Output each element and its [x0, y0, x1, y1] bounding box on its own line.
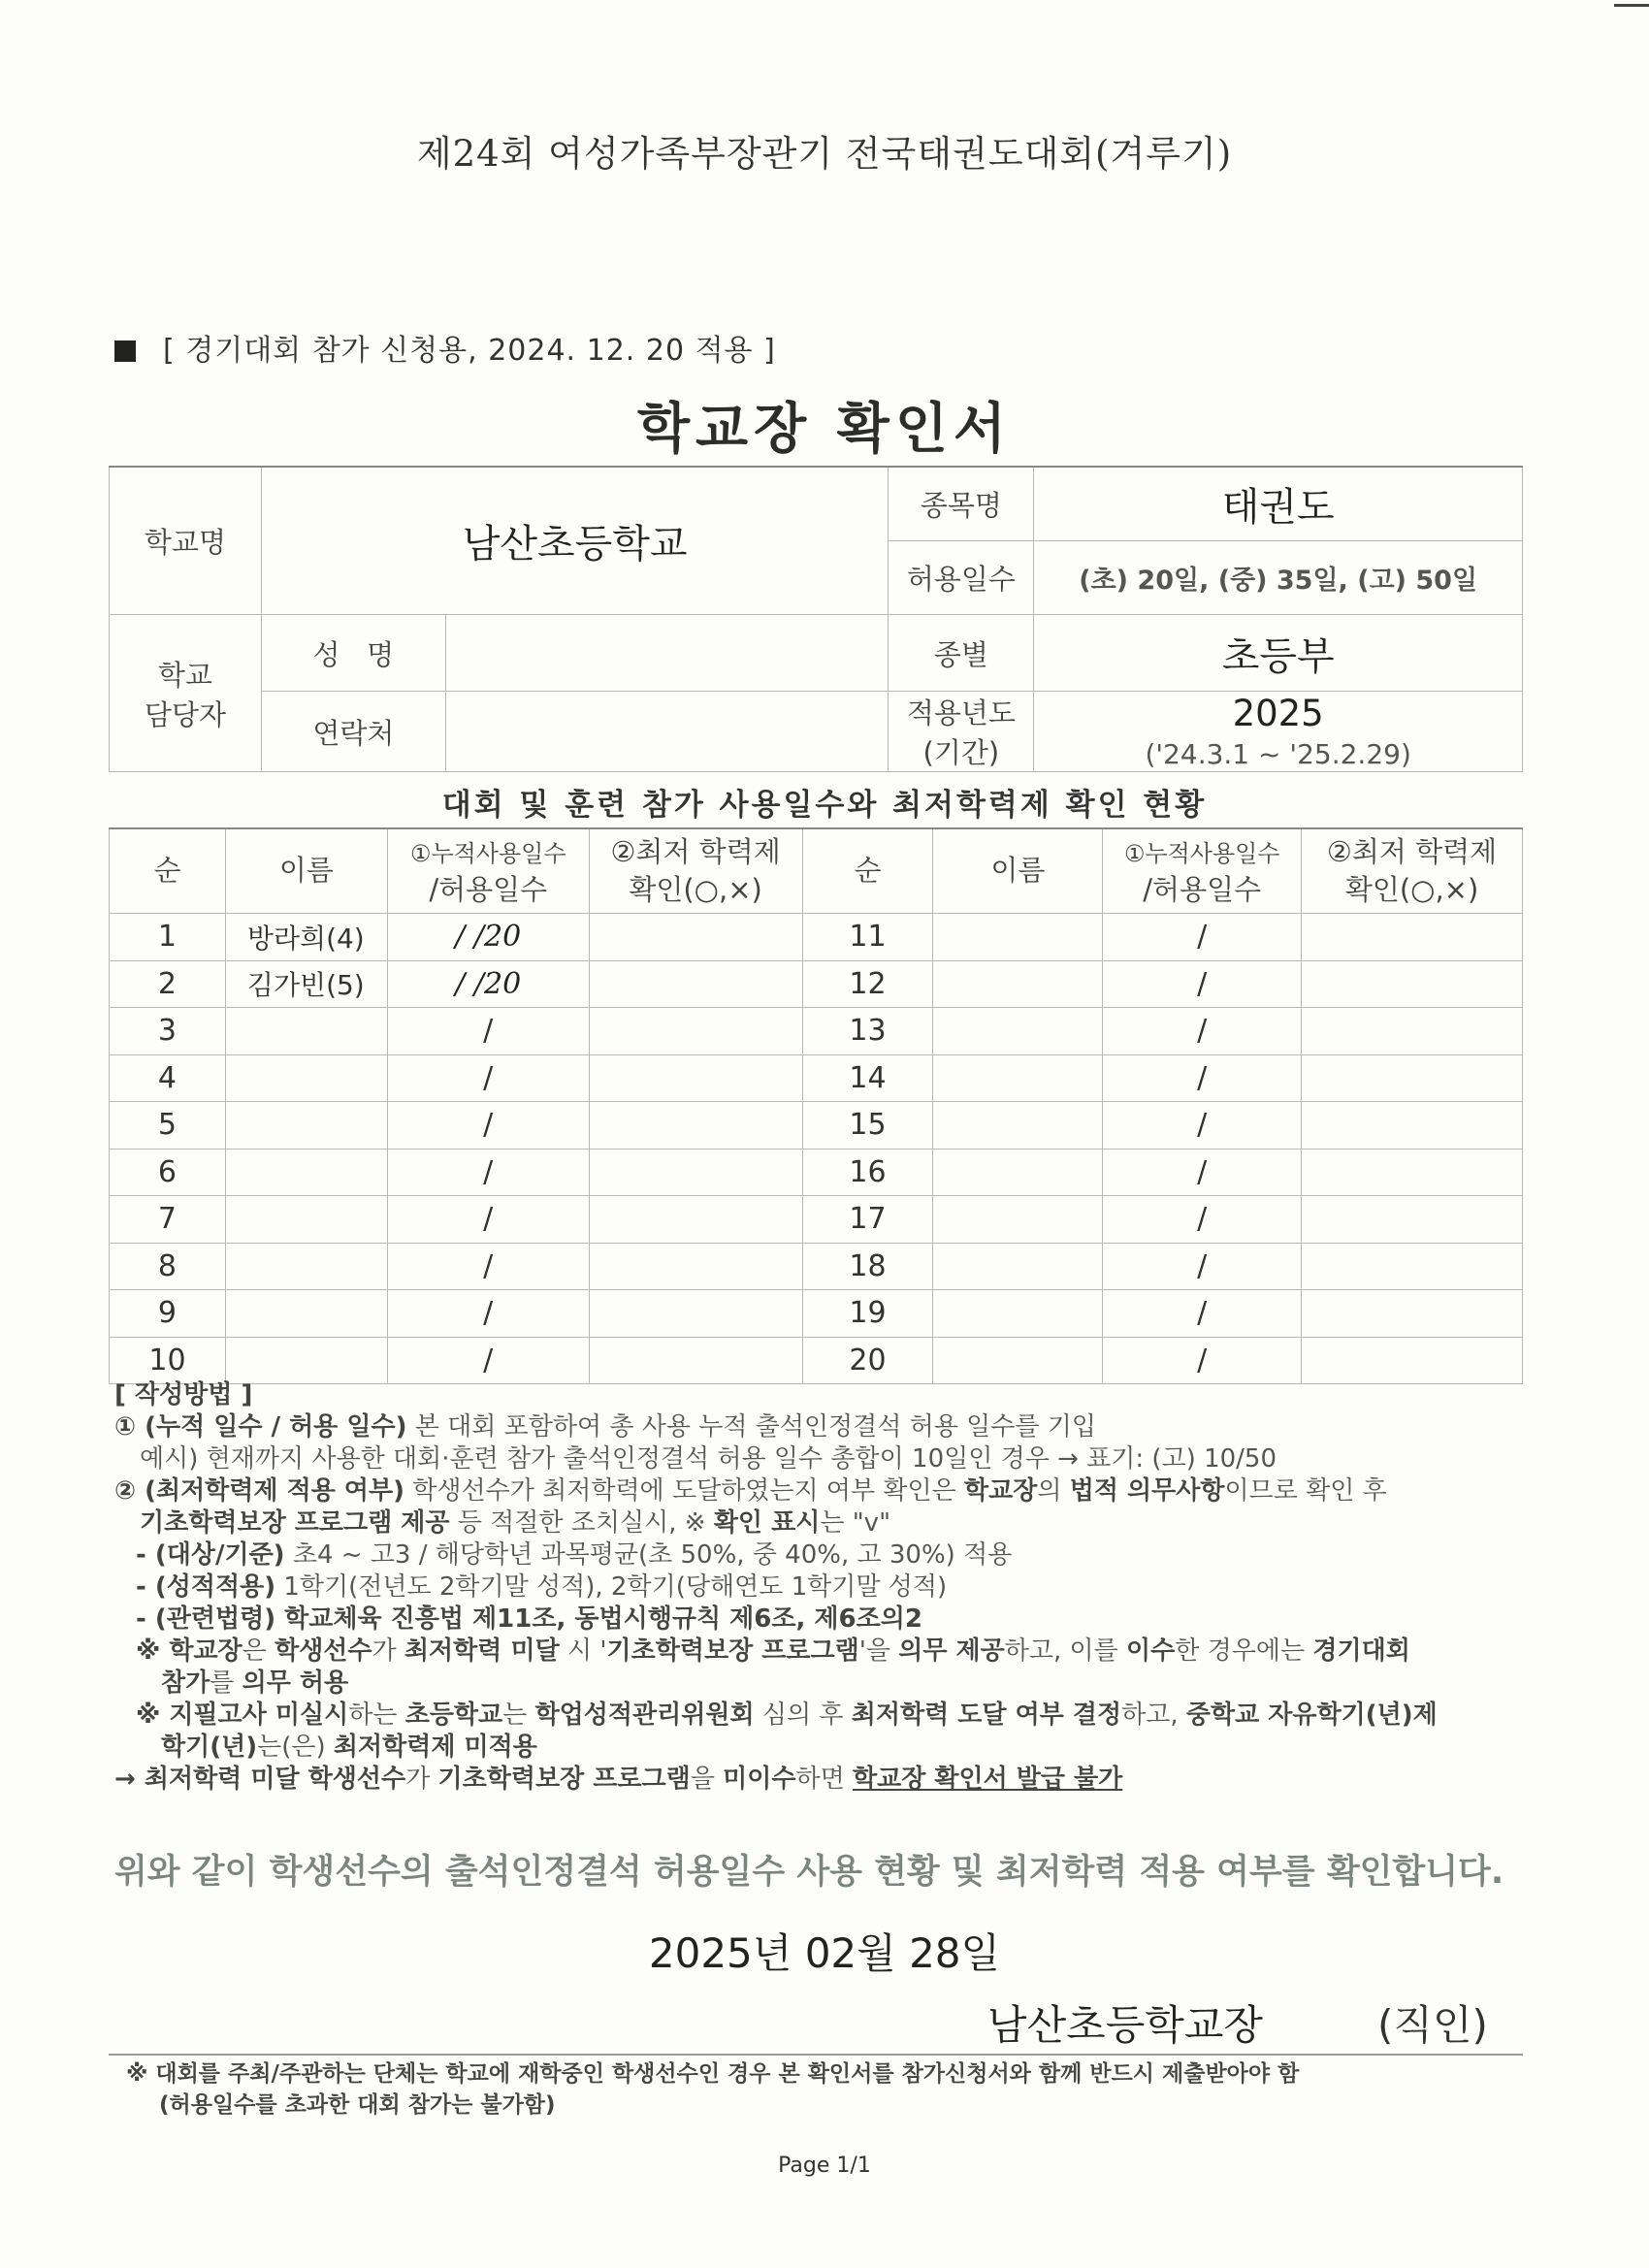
contact-person-label-line2: 담당자	[144, 697, 226, 731]
application-note-text: [ 경기대회 참가 신청용, 2024. 12. 20 적용 ]	[163, 334, 776, 368]
instruction-line-9: 참가를 의무 허용	[161, 1669, 349, 1698]
person-name-value[interactable]	[445, 615, 889, 692]
allowed-days-label: 허용일수	[889, 541, 1034, 615]
row-minimum-check[interactable]	[589, 1290, 802, 1338]
col-no-left: 순	[110, 828, 226, 914]
instruction-line-4: 기초학력보장 프로그램 제공 등 적절한 조치실시, ※ 확인 표시는 "v"	[140, 1508, 891, 1538]
row-usage: /	[1103, 1337, 1302, 1384]
row-name[interactable]	[933, 1290, 1103, 1338]
row-minimum-check[interactable]	[589, 1102, 802, 1150]
row-no: 10	[110, 1337, 226, 1384]
col-minimum-right: ②최저 학력제 확인(○,×)	[1302, 828, 1523, 914]
row-usage: /	[1103, 1196, 1302, 1244]
year-label-line1: 적용년도	[906, 697, 1016, 729]
allowed-days-value: (초) 20일, (중) 35일, (고) 50일	[1034, 541, 1523, 615]
table-row	[110, 1337, 1523, 1384]
row-name[interactable]	[933, 1149, 1103, 1196]
table-row	[110, 1102, 1523, 1150]
row-minimum-check[interactable]	[589, 1337, 802, 1384]
instructions-heading: [ 작성방법 ]	[114, 1380, 253, 1409]
row-no: 1	[110, 914, 226, 961]
row-minimum-check[interactable]	[1302, 1149, 1523, 1196]
row-name[interactable]: 방라희(4)	[225, 914, 387, 961]
row-name[interactable]	[225, 1196, 387, 1244]
row-no: 11	[802, 914, 933, 961]
year-cell	[1034, 692, 1523, 772]
row-usage: /	[387, 1149, 589, 1196]
row-usage: /	[387, 1337, 589, 1384]
row-name[interactable]	[933, 1054, 1103, 1102]
page-title: 학교장 확인서	[636, 398, 1013, 461]
instruction-line-2: 예시) 현재까지 사용한 대회·훈련 참가 출석인정결석 허용 일수 총합이 10일인 경우 → 표기: (고) 10/50	[140, 1444, 1277, 1474]
row-no: 4	[110, 1054, 226, 1102]
year-value: 2025	[1232, 693, 1324, 734]
square-bullet-icon	[114, 340, 136, 362]
row-no: 5	[110, 1102, 226, 1150]
application-note	[114, 326, 776, 369]
event-value: 태권도	[1034, 467, 1523, 541]
row-no: 17	[802, 1196, 933, 1244]
row-minimum-check[interactable]	[1302, 1337, 1523, 1384]
row-name[interactable]	[225, 1054, 387, 1102]
row-name[interactable]	[933, 1337, 1103, 1384]
row-usage: /	[387, 1054, 589, 1102]
instruction-line-1: ① (누적 일수 / 허용 일수) 본 대회 포함하여 총 사용 누적 출석인정결석 허용 일수를 기입	[114, 1412, 1097, 1442]
contact-person-label-line1: 학교	[157, 658, 212, 692]
row-no: 13	[802, 1008, 933, 1055]
official-seal-placeholder: (직인)	[1377, 2001, 1488, 2049]
row-minimum-check[interactable]	[589, 1243, 802, 1290]
event-label: 종목명	[889, 467, 1034, 541]
table-row	[110, 1196, 1523, 1244]
row-usage: /	[387, 1196, 589, 1244]
row-usage: /	[387, 1008, 589, 1055]
row-no: 3	[110, 1008, 226, 1055]
table-row	[110, 1054, 1523, 1102]
division-value: 초등부	[1034, 615, 1523, 692]
year-label-line2: (기간)	[922, 736, 1000, 769]
footnote-line-1: ※ 대회를 주최/주관하는 단체는 학교에 재학중인 학생선수인 경우 본 확인서를 참가신청서와 함께 반드시 제출받아야 함	[126, 2061, 1300, 2087]
row-usage: / /20	[387, 914, 589, 961]
row-minimum-check[interactable]	[589, 1149, 802, 1196]
row-usage: /	[387, 1102, 589, 1150]
row-minimum-check[interactable]	[1302, 1290, 1523, 1338]
row-name[interactable]	[225, 1243, 387, 1290]
scan-artifact-line	[1614, 4, 1649, 7]
row-usage: /	[1103, 914, 1302, 961]
row-minimum-check[interactable]	[1302, 1243, 1523, 1290]
col-no-right: 순	[802, 828, 933, 914]
table-row	[110, 1008, 1523, 1055]
row-name[interactable]	[933, 1008, 1103, 1055]
issue-date: 2025년 02월 28일	[648, 1929, 1001, 1977]
school-contact-person-label	[110, 615, 262, 772]
year-label	[889, 692, 1034, 772]
info-table	[109, 466, 1523, 772]
row-usage: /	[1103, 960, 1302, 1008]
row-minimum-check[interactable]	[589, 1008, 802, 1055]
confirmation-statement: 위와 같이 학생선수의 출석인정결석 허용일수 사용 현황 및 최저학력 적용 여부를 확인합니다.	[114, 1853, 1504, 1892]
row-no: 16	[802, 1149, 933, 1196]
contact-value[interactable]	[445, 692, 889, 772]
instruction-line-10: ※ 지필고사 미실시하는 초등학교는 학업성적관리위원회 심의 후 최저학력 도달 여부 결정하고, 중학교 자유학기(년)제	[136, 1701, 1438, 1730]
row-no: 18	[802, 1243, 933, 1290]
row-no: 8	[110, 1243, 226, 1290]
status-subtitle: 대회 및 훈련 참가 사용일수와 최저학력제 확인 현황	[441, 788, 1208, 823]
row-minimum-check[interactable]	[1302, 1102, 1523, 1150]
row-name[interactable]	[933, 960, 1103, 1008]
row-minimum-check[interactable]	[1302, 1008, 1523, 1055]
row-name[interactable]	[933, 914, 1103, 961]
row-usage: /	[1103, 1290, 1302, 1338]
row-usage: /	[1103, 1243, 1302, 1290]
instruction-line-5: - (대상/기준) 초4 ~ 고3 / 해당학년 과목평균(초 50%, 중 40%, 고 30%) 적용	[136, 1540, 1013, 1570]
division-label: 종별	[889, 615, 1034, 692]
row-no: 15	[802, 1102, 933, 1150]
row-no: 19	[802, 1290, 933, 1338]
row-no: 14	[802, 1054, 933, 1102]
school-name-label: 학교명	[110, 467, 262, 615]
col-usage-right: ①누적사용일수 /허용일수	[1103, 828, 1302, 914]
row-name[interactable]	[225, 1337, 387, 1384]
row-no: 6	[110, 1149, 226, 1196]
row-name[interactable]: 김가빈(5)	[225, 960, 387, 1008]
table-row	[110, 1243, 1523, 1290]
row-name[interactable]	[933, 1196, 1103, 1244]
footnote-line-2: (허용일수를 초과한 대회 참가는 불가함)	[159, 2092, 556, 2118]
instruction-line-8: ※ 학교장은 학생선수가 최저학력 미달 시 '기초학력보장 프로그램'을 의무 제공하고, 이를 이수한 경우에는 경기대회	[136, 1636, 1410, 1666]
row-usage: / /20	[387, 960, 589, 1008]
row-name[interactable]	[225, 1008, 387, 1055]
participation-grid	[109, 827, 1523, 1384]
document-header: 제24회 여성가족부장관기 전국태권도대회(겨루기)	[416, 133, 1233, 175]
row-usage: /	[1103, 1102, 1302, 1150]
col-minimum-left: ②최저 학력제 확인(○,×)	[589, 828, 802, 914]
row-minimum-check[interactable]	[589, 914, 802, 961]
row-name[interactable]	[225, 1290, 387, 1338]
row-usage: /	[1103, 1008, 1302, 1055]
table-row	[110, 1290, 1523, 1338]
instruction-line-3: ② (최저학력제 적용 여부) 학생선수가 최저학력에 도달하였는지 여부 확인은 학교장의 법적 의무사항이므로 확인 후	[114, 1476, 1387, 1506]
principal-name: 남산초등학교장	[987, 2001, 1264, 2049]
row-no: 12	[802, 960, 933, 1008]
table-row	[110, 1149, 1523, 1196]
row-name[interactable]	[225, 1102, 387, 1150]
instruction-line-11: 학기(년)는(은) 최저학력제 미적용	[161, 1733, 537, 1762]
footnote	[126, 2058, 1523, 2121]
table-row	[110, 914, 1523, 961]
row-usage: /	[387, 1243, 589, 1290]
row-no: 2	[110, 960, 226, 1008]
col-name-right: 이름	[933, 828, 1103, 914]
page-number: Page 1/1	[778, 2154, 871, 2178]
row-minimum-check[interactable]	[1302, 1196, 1523, 1244]
row-minimum-check[interactable]	[589, 960, 802, 1008]
row-minimum-check[interactable]	[589, 1054, 802, 1102]
row-minimum-check[interactable]	[1302, 960, 1523, 1008]
person-name-label: 성 명	[261, 615, 445, 692]
row-minimum-check[interactable]	[1302, 1054, 1523, 1102]
school-name-value: 남산초등학교	[261, 467, 889, 615]
row-usage: /	[387, 1290, 589, 1338]
col-name-left: 이름	[225, 828, 387, 914]
row-no: 9	[110, 1290, 226, 1338]
row-usage: /	[1103, 1149, 1302, 1196]
footer-divider	[109, 2054, 1523, 2056]
instruction-line-6: - (성적적용) 1학기(전년도 2학기말 성적), 2학기(당해연도 1학기말 성적)	[136, 1572, 948, 1602]
writing-instructions	[114, 1379, 1540, 1796]
row-name[interactable]	[933, 1102, 1103, 1150]
row-no: 7	[110, 1196, 226, 1244]
row-no: 20	[802, 1337, 933, 1384]
period-value: ('24.3.1 ~ '25.2.29)	[1145, 738, 1411, 770]
row-name[interactable]	[933, 1243, 1103, 1290]
row-usage: /	[1103, 1054, 1302, 1102]
col-usage-left: ①누적사용일수 /허용일수	[387, 828, 589, 914]
row-minimum-check[interactable]	[1302, 914, 1523, 961]
table-row	[110, 960, 1523, 1008]
row-minimum-check[interactable]	[589, 1196, 802, 1244]
instruction-line-12: → 최저학력 미달 학생선수가 기초학력보장 프로그램을 미이수하면 학교장 확인서 발급 불가	[114, 1765, 1123, 1794]
instruction-line-7: - (관련법령) 학교체육 진흥법 제11조, 동법시행규칙 제6조, 제6조의2	[136, 1604, 922, 1634]
contact-label: 연락처	[261, 692, 445, 772]
row-name[interactable]	[225, 1149, 387, 1196]
